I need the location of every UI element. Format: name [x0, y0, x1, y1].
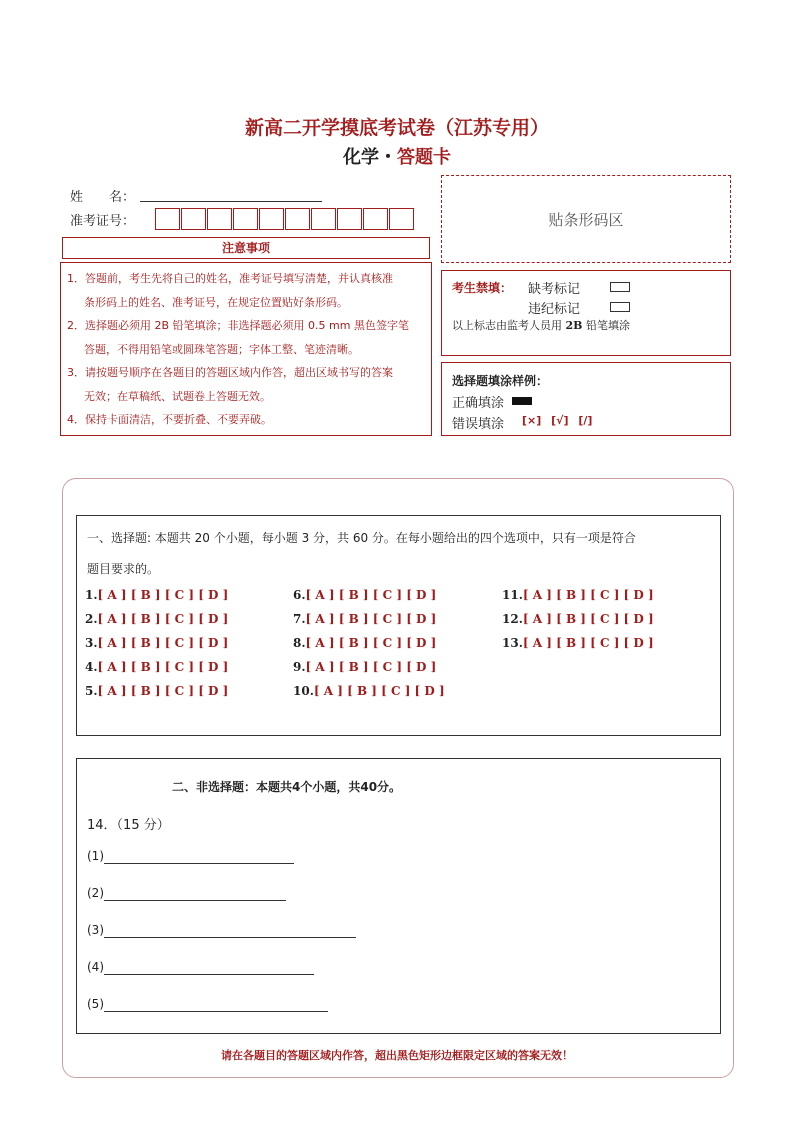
free-response-section: [76, 758, 721, 1034]
part-label: (5): [87, 997, 104, 1011]
id-digit-box[interactable]: [311, 208, 336, 230]
free-response-heading: 二、非选择题：本题共4个小题，共40分。: [172, 780, 402, 794]
mc-answer-options[interactable]: [ A ] [ B ] [ C ] [ D ]: [522, 588, 654, 602]
id-digit-box[interactable]: [337, 208, 362, 230]
answer-line[interactable]: [104, 1011, 328, 1012]
mc-question-row: [293, 612, 436, 626]
mc-question-number: 3.: [85, 636, 98, 650]
part-label: (3): [87, 923, 104, 937]
mc-answer-options[interactable]: [ A ] [ B ] [ C ] [ D ]: [97, 636, 229, 650]
id-digit-box[interactable]: [363, 208, 388, 230]
notice-item: 答题，不得用铅笔或圆珠笔答题；字体工整、笔迹清晰。: [84, 342, 359, 356]
mc-question-row: [502, 636, 654, 650]
notice-item: 无效；在草稿纸、试题卷上答题无效。: [84, 389, 271, 403]
mc-question-number: 4.: [85, 660, 98, 674]
id-digit-box[interactable]: [207, 208, 232, 230]
notice-box: [60, 262, 432, 436]
mc-instructions-cont: 题目要求的。: [87, 562, 160, 576]
id-label: 准考证号：: [70, 214, 136, 229]
mc-question-row: [293, 684, 445, 698]
notice-heading: 注意事项: [62, 237, 430, 259]
barcode-area-label: 贴条形码区: [548, 210, 624, 229]
mc-answer-options[interactable]: [ A ] [ B ] [ C ] [ D ]: [305, 612, 437, 626]
mc-question-row: [502, 588, 654, 602]
notice-item: 3．请按题号顺序在各题目的答题区域内作答，超出区域书写的答案: [67, 366, 393, 379]
mc-question-row: [293, 636, 436, 650]
wrong-mark: [√]: [551, 414, 569, 427]
mc-question-row: [85, 588, 228, 602]
mc-question-number: 7.: [293, 612, 306, 626]
violation-mark-label: 违纪标记: [528, 302, 581, 317]
answer-line[interactable]: [104, 863, 294, 864]
answer-line[interactable]: [104, 974, 314, 975]
mc-question-row: [85, 684, 228, 698]
id-digit-box[interactable]: [389, 208, 414, 230]
mc-answer-options[interactable]: [ A ] [ B ] [ C ] [ D ]: [97, 612, 229, 626]
wrong-fill-samples: [522, 414, 592, 427]
footer-warning: 请在各题目的答题区域内作答，超出黑色矩形边框限定区域的答案无效！: [221, 1049, 573, 1062]
name-label: 姓 名：: [70, 190, 136, 205]
id-digit-box[interactable]: [181, 208, 206, 230]
mc-question-number: 13.: [502, 636, 523, 650]
id-digit-box[interactable]: [285, 208, 310, 230]
mc-question-number: 8.: [293, 636, 306, 650]
examiner-only-box: [441, 270, 731, 356]
part-label: (1): [87, 849, 104, 863]
part-label: (2): [87, 886, 104, 900]
absent-mark-label: 缺考标记: [528, 282, 581, 297]
mc-question-number: 5.: [85, 684, 98, 698]
fill-sample-box: [441, 362, 731, 436]
notice-item: 2．选择题必须用 2B 铅笔填涂；非选择题必须用 0.5 mm 黑色签字笔: [67, 319, 409, 332]
name-input-line[interactable]: [140, 201, 322, 202]
mc-answer-options[interactable]: [ A ] [ B ] [ C ] [ D ]: [522, 612, 654, 626]
mc-question-number: 9.: [293, 660, 306, 674]
mc-answer-options[interactable]: [ A ] [ B ] [ C ] [ D ]: [313, 684, 445, 698]
mc-instructions: 一、选择题: 本题共 20 个小题，每小题 3 分，共 60 分。在每小题给出的四个选项中，只有一项是符合: [87, 531, 636, 545]
examiner-note: 以上标志由监考人员用 2B 铅笔填涂: [452, 319, 630, 332]
correct-fill-sample: [512, 397, 532, 405]
mc-question-row: [502, 612, 654, 626]
mc-answer-options[interactable]: [ A ] [ B ] [ C ] [ D ]: [305, 660, 437, 674]
mc-question-number: 2.: [85, 612, 98, 626]
barcode-area: [441, 175, 731, 263]
mc-question-number: 1.: [85, 588, 98, 602]
subtitle-answer-sheet: 答题卡: [397, 147, 451, 168]
notice-item: 1．答题前，考生先将自己的姓名，准考证号填写清楚，并认真核准: [67, 272, 393, 285]
mc-answer-options[interactable]: [ A ] [ B ] [ C ] [ D ]: [97, 684, 229, 698]
mc-answer-options[interactable]: [ A ] [ B ] [ C ] [ D ]: [305, 636, 437, 650]
id-digit-box[interactable]: [259, 208, 284, 230]
correct-fill-label: 正确填涂: [452, 396, 505, 411]
exam-subtitle: [0, 143, 794, 169]
mc-question-number: 6.: [293, 588, 306, 602]
examiner-only-label: 考生禁填：: [452, 281, 513, 295]
wrong-fill-label: 错误填涂: [452, 417, 505, 432]
violation-mark-box[interactable]: [610, 302, 630, 312]
mc-question-row: [293, 660, 436, 674]
notice-item: 条形码上的姓名、准考证号，在规定位置贴好条形码。: [84, 295, 348, 309]
absent-mark-box[interactable]: [610, 282, 630, 292]
mc-answer-options[interactable]: [ A ] [ B ] [ C ] [ D ]: [305, 588, 437, 602]
exam-title: 新高二开学摸底考试卷（江苏专用）: [244, 117, 549, 139]
answer-line[interactable]: [104, 937, 356, 938]
multiple-choice-section: [76, 515, 721, 736]
mc-question-number: 10.: [293, 684, 314, 698]
question-14-label: 14．（15 分）: [87, 818, 170, 833]
fill-sample-label: 选择题填涂样例：: [452, 374, 549, 388]
id-digit-box[interactable]: [155, 208, 180, 230]
mc-answer-options[interactable]: [ A ] [ B ] [ C ] [ D ]: [97, 588, 229, 602]
notice-item: 4．保持卡面清洁，不要折叠、不要弄破。: [67, 413, 272, 426]
wrong-mark: [/]: [578, 414, 593, 427]
wrong-mark: [×]: [522, 414, 542, 427]
mc-answer-options[interactable]: [ A ] [ B ] [ C ] [ D ]: [522, 636, 654, 650]
mc-question-row: [85, 612, 228, 626]
mc-question-row: [85, 660, 228, 674]
mc-question-number: 12.: [502, 612, 523, 626]
mc-question-row: [85, 636, 228, 650]
answer-line[interactable]: [104, 900, 286, 901]
id-number-boxes[interactable]: [155, 208, 415, 230]
part-label: (4): [87, 960, 104, 974]
id-digit-box[interactable]: [233, 208, 258, 230]
mc-question-number: 11.: [502, 588, 523, 602]
mc-question-row: [293, 588, 436, 602]
mc-answer-options[interactable]: [ A ] [ B ] [ C ] [ D ]: [97, 660, 229, 674]
subtitle-subject: 化学・: [343, 147, 397, 168]
